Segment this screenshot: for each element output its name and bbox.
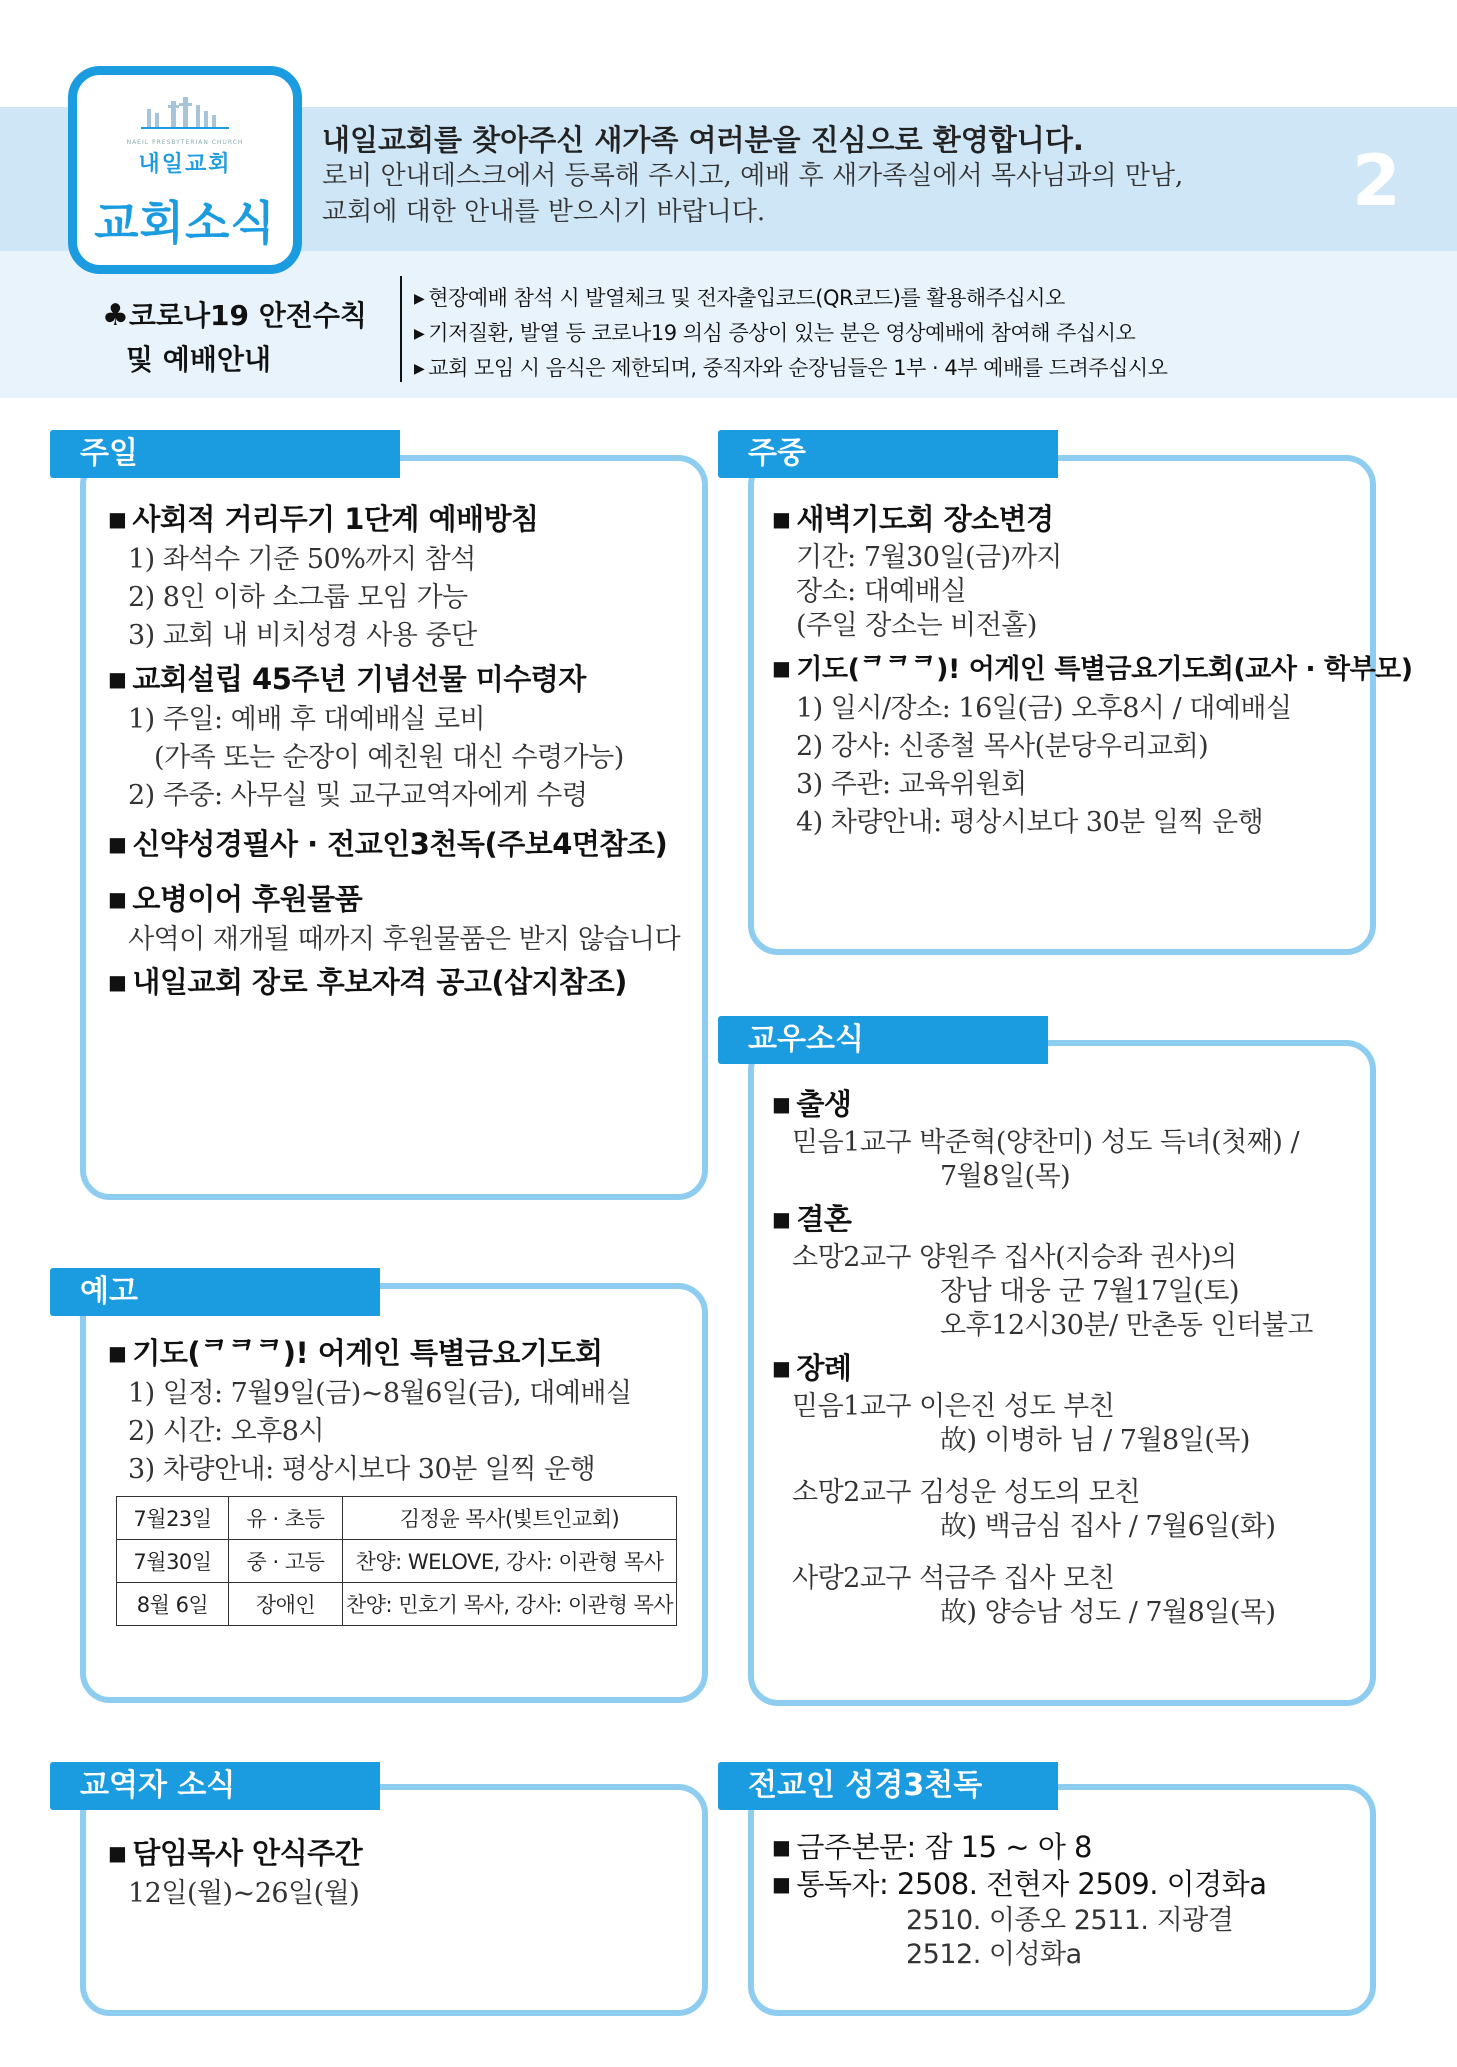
corona-title-line-1: 코로나19 안전수칙 — [128, 299, 367, 332]
members-tab: 교우소식 — [718, 1016, 1048, 1064]
weekday-item-line: (주일 장소는 비전홀) — [796, 610, 1037, 641]
bible-reading-line: 2510. 이종오 2511. 지광결 — [906, 1905, 1234, 1936]
weekday-item-line: 4) 차량안내: 평상시보다 30분 일찍 운행 — [796, 807, 1264, 838]
sunday-item-heading: ■ 신약성경필사 · 전교인3천독(주보4면참조) — [108, 825, 680, 866]
sunday-item-line: 사역이 재개될 때까지 후원물품은 받지 않습니다 — [128, 924, 681, 955]
weekday-item-line: 기간: 7월30일(금)까지 — [796, 542, 1062, 573]
pastors-item-heading: ■ 담임목사 안식주간 — [108, 1834, 362, 1875]
table-row — [117, 1540, 677, 1583]
sunday-item-heading: ■ 사회적 거리두기 1단계 예배방침 — [108, 500, 680, 541]
sunday-item-heading: ■ 교회설립 45주년 기념선물 미수령자 — [108, 660, 680, 701]
pastors-item-line: 12일(월)~26일(월) — [128, 1878, 360, 1909]
table-cell-group: 장애인 — [229, 1583, 343, 1626]
weekday-content — [772, 500, 1413, 842]
members-item-line: 소망2교구 김성운 성도의 모친 — [792, 1477, 1140, 1508]
table-cell-speaker: 찬양: WELOVE, 강사: 이관형 목사 — [343, 1540, 677, 1583]
church-skyline-icon — [141, 95, 229, 135]
sunday-item-line: 3) 교회 내 비치성경 사용 중단 — [128, 620, 477, 651]
corona-rule: ▶ 교회 모임 시 음식은 제한되며, 중직자와 순장님들은 1부 · 4부 예배를 드려주십시오 — [414, 352, 1434, 387]
table-cell-group: 중 · 고등 — [229, 1540, 343, 1583]
corona-title-line-2: 및 예배안내 — [126, 343, 271, 376]
members-item-line: 믿음1교구 이은진 성도 부친 — [792, 1391, 1115, 1422]
sunday-item-line: 1) 좌석수 기준 50%까지 참석 — [128, 544, 476, 575]
corona-rules-list — [414, 282, 1434, 387]
members-item-heading: ■ 장례 — [772, 1349, 1313, 1390]
bible-reading-line: 2512. 이성화a — [906, 1939, 1082, 1970]
welcome-line-2: 로비 안내데스크에서 등록해 주시고, 예배 후 새가족실에서 목사님과의 만남, — [322, 161, 1184, 191]
preview-item-line: 3) 차량안내: 평상시보다 30분 일찍 운행 — [128, 1454, 596, 1485]
table-cell-date: 7월23일 — [117, 1497, 229, 1540]
members-content — [772, 1085, 1313, 1630]
sunday-item-line: 2) 주중: 사무실 및 교구교역자에게 수령 — [128, 780, 588, 811]
sunday-item-line: 2) 8인 이하 소그룹 모임 가능 — [128, 582, 468, 613]
members-item-line: 故) 양승남 성도 / 7월8일(목) — [940, 1597, 1276, 1628]
members-item-line: 사랑2교구 석금주 집사 모친 — [792, 1563, 1115, 1594]
preview-content — [108, 1334, 632, 1489]
sunday-item-heading: ■ 오병이어 후원물품 — [108, 880, 680, 921]
table-row — [117, 1497, 677, 1540]
bible-reading-content — [772, 1830, 1267, 1972]
club-icon: ♣ — [102, 298, 129, 333]
members-item-line: 故) 이병하 님 / 7월8일(목) — [940, 1425, 1250, 1456]
pastors-tab: 교역자 소식 — [50, 1762, 380, 1810]
bible-reading-readers: ■ 통독자: 2508. 전현자 2509. 이경화a — [772, 1867, 1267, 1904]
bible-reading-passage: ■ 금주본문: 잠 15 ~ 아 8 — [772, 1830, 1267, 1867]
sunday-item-line: (가족 또는 순장이 예친원 대신 수령가능) — [154, 742, 624, 773]
weekday-item-line: 1) 일시/장소: 16일(금) 오후8시 / 대예배실 — [796, 693, 1292, 724]
table-cell-group: 유 · 초등 — [229, 1497, 343, 1540]
members-item-heading: ■ 출생 — [772, 1085, 1313, 1126]
logo-korean-text: 내일교회 — [138, 152, 232, 177]
corona-title — [102, 294, 402, 382]
table-cell-date: 8월 6일 — [117, 1583, 229, 1626]
logo-english-text: NAEIL PRESBYTERIAN CHURCH — [126, 139, 244, 146]
bible-reading-tab: 전교인 성경3천독 — [718, 1762, 1058, 1810]
weekday-item-line: 2) 강사: 신종철 목사(분당우리교회) — [796, 731, 1209, 762]
weekday-item-heading: ■ 새벽기도회 장소변경 — [772, 500, 1413, 541]
corona-divider — [400, 276, 402, 382]
pastors-content — [108, 1834, 362, 1913]
church-logo-box — [68, 66, 302, 274]
members-item-line: 믿음1교구 박준혁(양찬미) 성도 득녀(첫째) / — [792, 1127, 1300, 1158]
members-item-line: 소망2교구 양원주 집사(지승좌 권사)의 — [792, 1242, 1237, 1273]
prayer-schedule-table — [116, 1496, 677, 1626]
page-number: 2 — [1352, 140, 1401, 222]
members-item-line: 故) 백금심 집사 / 7월6일(화) — [940, 1511, 1276, 1542]
welcome-line-3: 교회에 대한 안내를 받으시기 바랍니다. — [322, 197, 766, 227]
members-item-line: 7월8일(목) — [940, 1161, 1071, 1192]
preview-item-line: 2) 시간: 오후8시 — [128, 1416, 325, 1447]
corona-rule: ▶ 기저질환, 발열 등 코로나19 의심 증상이 있는 분은 영상예배에 참여해 주십시오 — [414, 317, 1434, 352]
weekday-item-heading: ■ 기도(ᄏᄏᄏ)! 어게인 특별금요기도회(교사 · 학부모) — [772, 651, 1413, 690]
weekday-tab: 주중 — [718, 430, 1058, 478]
table-cell-speaker: 김정윤 목사(빛트인교회) — [343, 1497, 677, 1540]
table-cell-date: 7월30일 — [117, 1540, 229, 1583]
corona-rule: ▶ 현장예배 참석 시 발열체크 및 전자출입코드(QR코드)를 활용해주십시오 — [414, 282, 1434, 317]
members-item-line: 오후12시30분/ 만촌동 인터불고 — [940, 1310, 1313, 1341]
preview-tab: 예고 — [50, 1268, 380, 1316]
preview-item-heading: ■ 기도(ᄏᄏᄏ)! 어게인 특별금요기도회 — [108, 1334, 632, 1375]
members-item-line: 장남 대웅 군 7월17일(토) — [940, 1276, 1240, 1307]
members-item-heading: ■ 결혼 — [772, 1200, 1313, 1241]
welcome-line-1: 내일교회를 찾아주신 새가족 여러분을 진심으로 환영합니다. — [322, 123, 1084, 157]
sunday-content — [108, 500, 680, 1004]
sunday-item-heading: ■ 내일교회 장로 후보자격 공고(삽지참조) — [108, 963, 680, 1004]
sunday-item-line: 1) 주일: 예배 후 대예배실 로비 — [128, 704, 486, 735]
table-row — [117, 1583, 677, 1626]
preview-item-line: 1) 일정: 7월9일(금)~8월6일(금), 대예배실 — [128, 1378, 632, 1409]
weekday-item-line: 3) 주관: 교육위원회 — [796, 769, 1027, 800]
sunday-tab: 주일 — [50, 430, 400, 478]
weekday-item-line: 장소: 대예배실 — [796, 576, 967, 607]
table-cell-speaker: 찬양: 민호기 목사, 강사: 이관형 목사 — [343, 1583, 677, 1626]
welcome-message — [322, 122, 1302, 230]
page-title: 교회소식 — [94, 196, 276, 250]
